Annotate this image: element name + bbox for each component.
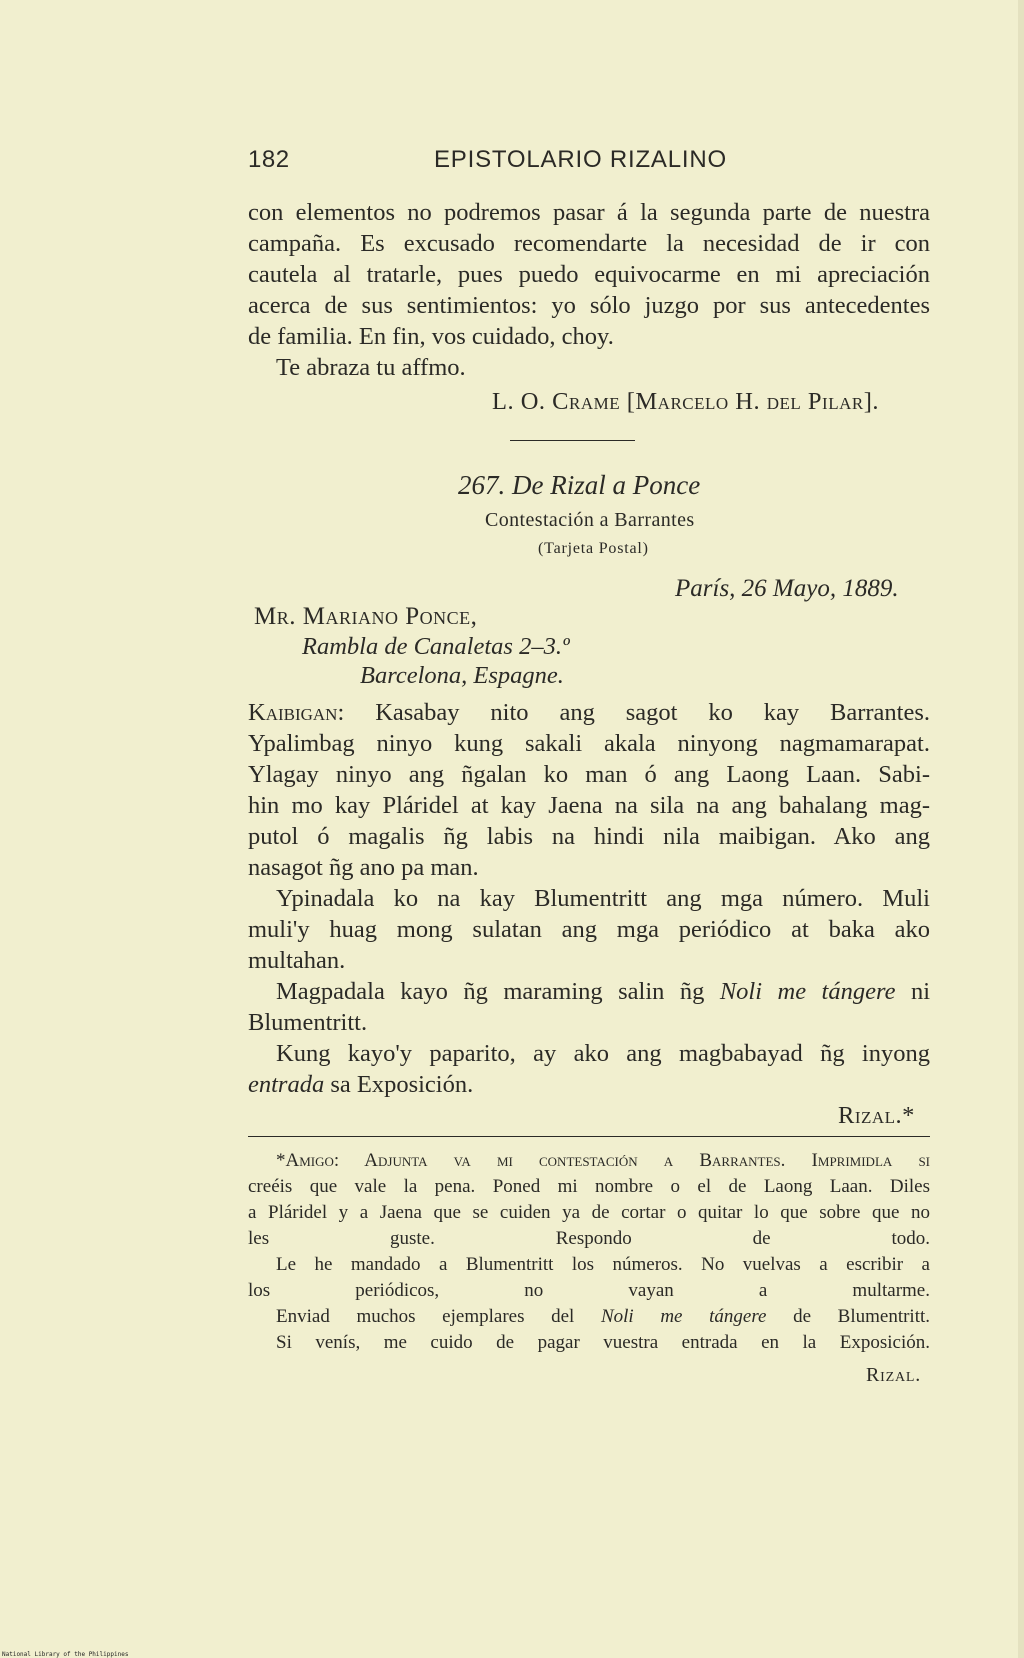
text-span: Kasabay nito ang sagot ko kay Barrantes.: [375, 699, 930, 726]
page-number: 182: [248, 146, 290, 173]
text-line: muli'y huag mong sulatan ang mga periódico at baka ako: [248, 916, 930, 943]
text-line: putol ó magalis ñg labis na hindi nila maibigan. Ako ang: [248, 823, 930, 850]
text-span: Enviad muchos ejemplares del: [276, 1306, 575, 1327]
text-line: [276, 976, 930, 1007]
signature-rizal: Rizal.*: [838, 1102, 915, 1129]
footnote-line: les guste. Respondo de todo.: [248, 1228, 930, 1249]
text-line: Ypalimbag ninyo kung sakali akala ninyong nagmamarapat.: [248, 730, 930, 757]
text-line: de familia. En fin, vos cuidado, choy.: [248, 323, 614, 350]
text-line: con elementos no podremos pasar á la segunda parte de nuestra: [248, 199, 930, 226]
italic-word: entrada: [248, 1071, 325, 1098]
text-line: Ylagay ninyo ang ñgalan ko man ó ang Laong Laan. Sabi-: [248, 761, 930, 788]
footnote-line: los periódicos, no vayan a multarme.: [248, 1280, 930, 1301]
footnote-rule: [248, 1136, 930, 1137]
text-line: Kung kayo'y paparito, ay ako ang magbabayad ñg inyong: [276, 1040, 930, 1067]
book-title: Noli me tángere: [719, 978, 896, 1005]
text-line: cautela al tratarle, pues puedo equivocarme en mi apreciación: [248, 261, 930, 288]
text-line: [248, 697, 930, 728]
text-line: Ypinadala ko na kay Blumentritt ang mga número. Muli: [276, 885, 930, 912]
footnote-line: creéis que vale la pena. Poned mi nombre o el de Laong Laan. Diles: [248, 1176, 930, 1197]
address-line-2: Barcelona, Espagne.: [360, 662, 564, 689]
address-line-1: Rambla de Canaletas 2–3.º: [302, 633, 570, 660]
text-line: nasagot ñg ano pa man.: [248, 854, 479, 881]
recipient: Mr. Mariano Ponce,: [254, 603, 478, 630]
book-title: Noli me tángere: [600, 1306, 767, 1327]
footnote-line: [276, 1304, 930, 1330]
footnote-line: a Pláridel y a Jaena que se cuiden ya de cortar o quitar lo que sobre que no: [248, 1202, 930, 1223]
library-watermark: National Library of the Philippines: [2, 1651, 129, 1658]
closing: Te abraza tu affmo.: [276, 354, 466, 381]
text-span: ni: [910, 978, 931, 1005]
text-span: sa Exposición.: [330, 1071, 474, 1098]
footnote-signature: Rizal.: [866, 1364, 922, 1386]
text-line: acerca de sus sentimientos: yo sólo juzgo por sus antecedentes: [248, 292, 930, 319]
signature-pilar: L. O. Crame [Marcelo H. del Pilar].: [492, 388, 879, 415]
text-line: hin mo kay Pláridel at kay Jaena na sila na ang bahalang mag-: [248, 792, 930, 819]
salutation: Kaibigan:: [248, 699, 345, 726]
footnote-line: Le he mandado a Blumentritt los números. No vuelvas a escribir a: [276, 1254, 930, 1275]
footnote-text: *Amigo: Adjunta va mi contestación a Barrantes. Imprimidla si: [276, 1150, 930, 1171]
footnote-line: [276, 1148, 930, 1174]
text-span: Magpadala kayo ñg maraming salin ñg: [276, 978, 705, 1005]
letter-note: (Tarjeta Postal): [538, 540, 649, 557]
section-divider: [510, 440, 635, 441]
letter-subtitle: Contestación a Barrantes: [485, 509, 695, 531]
text-line: [248, 1069, 930, 1100]
letter-heading: 267. De Rizal a Ponce: [458, 470, 701, 500]
running-title: EPISTOLARIO RIZALINO: [434, 146, 727, 173]
text-span: de Blumentritt.: [793, 1306, 931, 1327]
text-line: Blumentritt.: [248, 1009, 368, 1036]
text-line: multahan.: [248, 947, 346, 974]
footnote-line: Si venís, me cuido de pagar vuestra entrada en la Exposición.: [276, 1332, 930, 1353]
text-line: campaña. Es excusado recomendarte la necesidad de ir con: [248, 230, 930, 257]
letter-date: París, 26 Mayo, 1889.: [675, 575, 899, 602]
